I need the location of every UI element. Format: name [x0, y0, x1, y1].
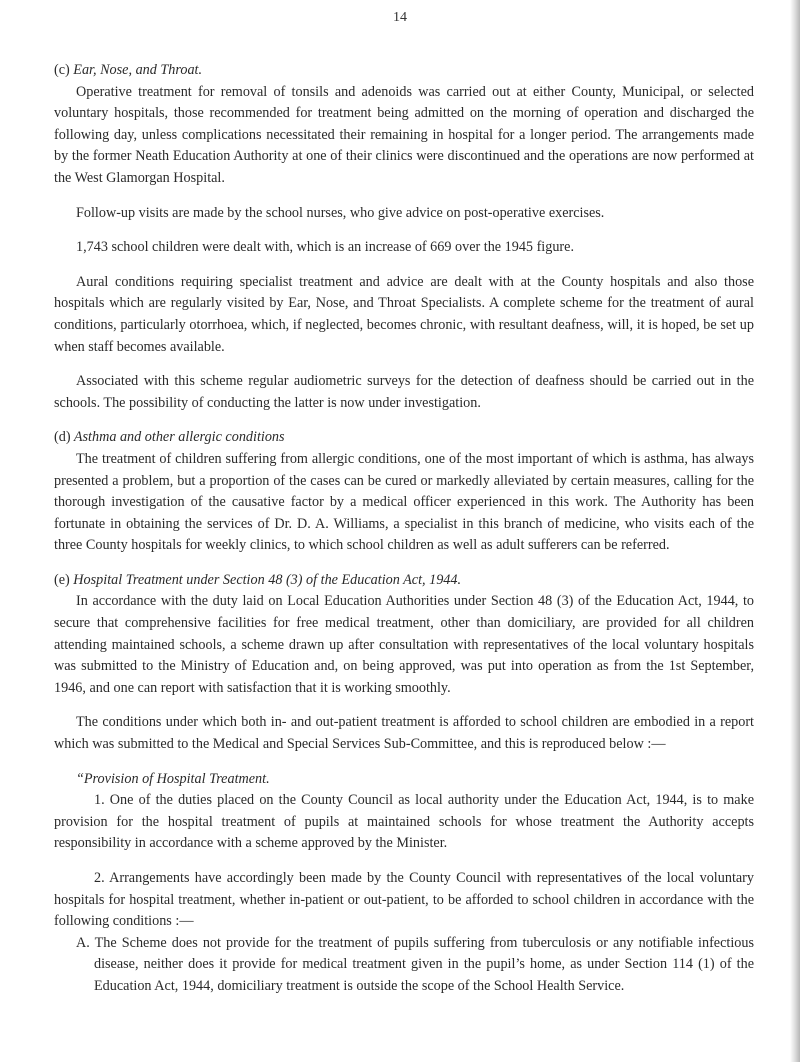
section-d-letter: (d) — [54, 429, 71, 446]
section-c-title: Ear, Nose, and Throat. — [73, 62, 203, 78]
quote-title: “Provision of Hospital Treatment. — [76, 770, 270, 787]
section-c-letter: (c) — [54, 62, 70, 78]
section-c-paragraph-1: Operative treatment for removal of tonsils and adenoids was carried out at either County, Municipal, or selected voluntary hospitals, those recommended for treatment being admitted on the morning of operation and discharged the following day, unless complications necessitated their remaining in hospital for a longer period. The arrangements made by the former Neath Education Authority at one of their clinics were discontinued and the operations are now performed at the West Glamorgan Hospital. — [54, 83, 754, 186]
section-e-heading — [54, 570, 754, 592]
quote-item-1: 1. One of the duties placed on the County Council as local authority under the Education Act, 1944, is to make provision for the hospital treatment of pupils at maintained schools for whose treatment the Authority accepts responsibility in accordance with a scheme approved by the Minister. — [54, 792, 754, 852]
section-c-paragraph-5: Associated with this scheme regular audiometric surveys for the detection of deafness should be carried out in the schools. The possibility of conducting the latter is now under investigation. — [54, 373, 754, 411]
section-c-paragraph-3: 1,743 school children were dealt with, which is an increase of 669 over the 1945 figure. — [76, 239, 574, 256]
section-d-heading — [54, 427, 754, 449]
page-edge-shadow — [790, 0, 800, 1062]
section-c-paragraph-2: Follow-up visits are made by the school nurses, who give advice on post-operative exercises. — [76, 204, 605, 221]
page-content — [54, 60, 754, 998]
section-c-paragraph-4: Aural conditions requiring specialist treatment and advice are dealt with at the County hospitals and also those hospitals which are regularly visited by Ear, Nose, and Throat Specialists. A complete scheme for the treatment of aural conditions, particularly otorrhoea, which, if neglected, becomes chronic, with resultant deafness, will, it is hoped, be set up when staff becomes available. — [54, 273, 754, 355]
section-e-paragraph-2: The conditions under which both in- and out-patient treatment is afforded to school children are embodied in a report which was submitted to the Medical and Special Services Sub-Committee, and this is reproduced below :— — [54, 714, 754, 753]
section-d-paragraph-1: The treatment of children suffering from allergic conditions, one of the most important of which is asthma, has always presented a problem, but a proportion of the cases can be cured or markedly alleviated by certain measures, calling for the thorough investigation of the causative factor by a medical officer experienced in this work. The Authority has been fortunate in obtaining the services of Dr. D. A. Williams, a specialist in this branch of medicine, who visits each of the three County hospitals for weekly clinics, to which school children as well as adult sufferers can be referred. — [54, 450, 754, 554]
quote-item-2: 2. Arrangements have accordingly been made by the County Council with representatives of the local voluntary hospitals for hospital treatment, whether in-patient or out-patient, to be afforded to school children in accordance with the following conditions :— — [54, 870, 754, 930]
section-e-paragraph-1: In accordance with the duty laid on Local Education Authorities under Section 48 (3) of the Education Act, 1944, to secure that comprehensive facilities for free medical treatment, other than domiciliary, are provided for all children attending maintained schools, a scheme drawn up after consultation with representatives of the local voluntary hospitals was submitted to the Ministry of Education and, on being approved, was put into operation as from the 1st September, 1946, and one can report with satisfaction that it is working smoothly. — [54, 593, 754, 696]
page-number: 14 — [393, 10, 407, 25]
section-e-title: Hospital Treatment under Section 48 (3) of the Education Act, 1944. — [73, 571, 462, 588]
section-c-heading — [54, 60, 754, 82]
section-e-letter: (e) — [54, 571, 70, 588]
quote-sub-item-a: A. The Scheme does not provide for the treatment of pupils suffering from tuberculosis or any notifiable infectious disease, neither does it provide for medical treatment given in the pupil’s home, as under Section 114 (1) of the Education Act, 1944, domiciliary treatment is outside the scope of the School Health Service. — [76, 934, 754, 994]
section-d-title: Asthma and other allergic conditions — [73, 429, 285, 446]
